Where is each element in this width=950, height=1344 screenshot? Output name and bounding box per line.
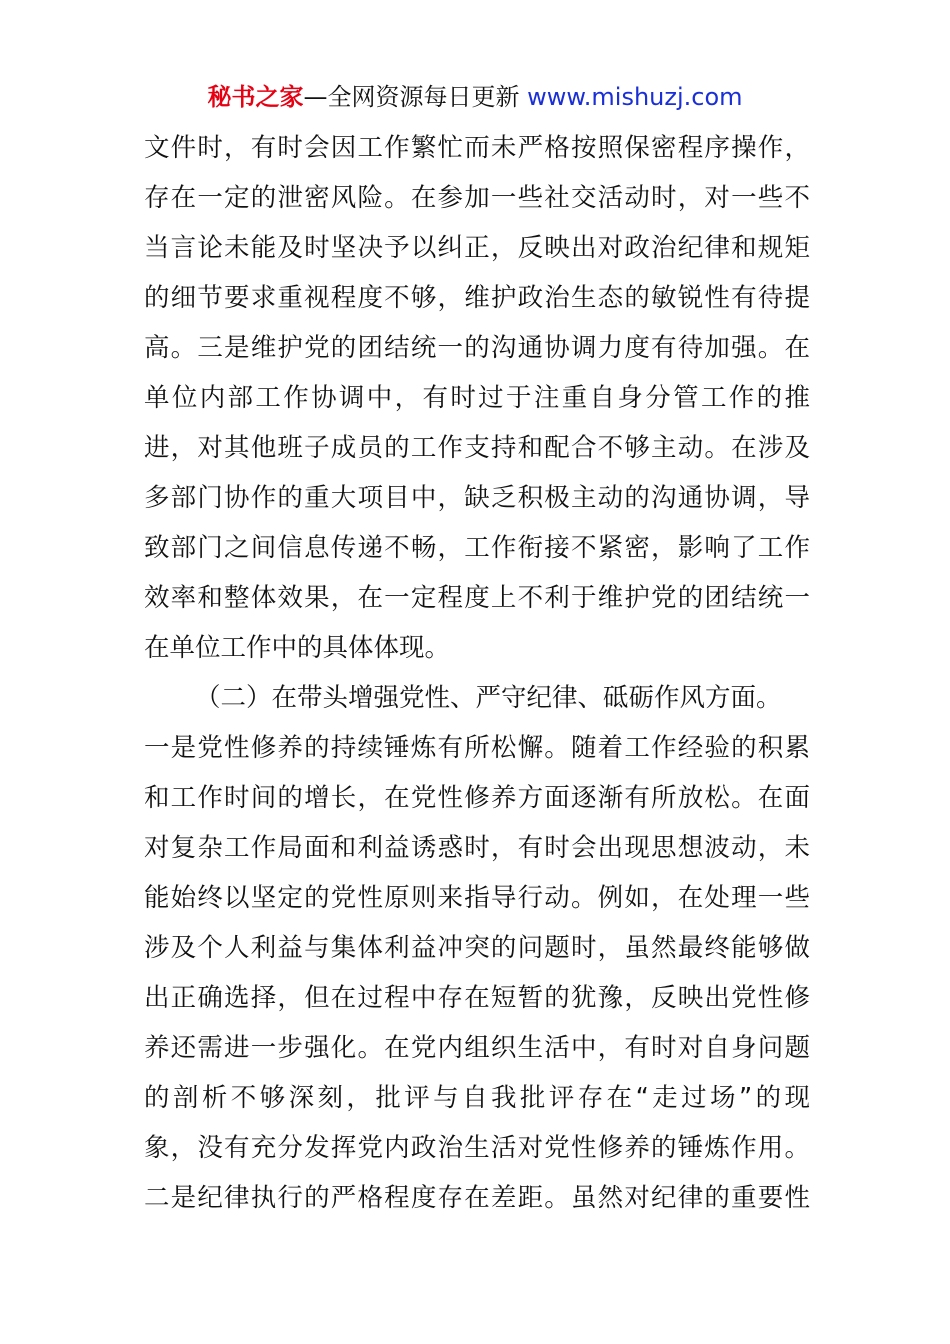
text-line: 出正确选择，但在过程中存在短暂的犹豫，反映出党性修 <box>144 983 810 1013</box>
header-tagline: —全网资源每日更新 <box>303 83 528 111</box>
text-line: 象，没有充分发挥党内政治生活对党性修养的锤炼作用。 <box>144 1133 810 1163</box>
text-line: 能始终以坚定的党性原则来指导行动。例如，在处理一些 <box>144 883 810 913</box>
text-line: 存在一定的泄密风险。在参加一些社交活动时，对一些不 <box>144 183 810 213</box>
text-line: 和工作时间的增长，在党性修养方面逐渐有所放松。在面 <box>144 783 810 813</box>
text-line: 致部门之间信息传递不畅，工作衔接不紧密，影响了工作 <box>144 533 810 563</box>
text-line: 二是纪律执行的严格程度存在差距。虽然对纪律的重要性 <box>144 1183 810 1213</box>
site-header <box>0 80 950 114</box>
section-heading: （二）在带头增强党性、严守纪律、砥砺作风方面。 <box>195 683 782 713</box>
text-line: 对复杂工作局面和利益诱惑时，有时会出现思想波动，未 <box>144 833 810 863</box>
text-line: 涉及个人利益与集体利益冲突的问题时，虽然最终能够做 <box>144 933 810 963</box>
text-line: 一是党性修养的持续锤炼有所松懈。随着工作经验的积累 <box>144 733 810 763</box>
text-line: 当言论未能及时坚决予以纠正，反映出对政治纪律和规矩 <box>144 233 810 263</box>
site-url[interactable]: www.mishuzj.com <box>527 83 743 111</box>
text-line: 进，对其他班子成员的工作支持和配合不够主动。在涉及 <box>144 433 810 463</box>
text-line: 养还需进一步强化。在党内组织生活中，有时对自身问题 <box>144 1033 810 1063</box>
brand-name: 秘书之家 <box>207 83 304 111</box>
text-line: 效率和整体效果，在一定程度上不利于维护党的团结统一 <box>144 583 810 613</box>
text-line: 的细节要求重视程度不够，维护政治生态的敏锐性有待提 <box>144 283 810 313</box>
text-line: 文件时，有时会因工作繁忙而未严格按照保密程序操作， <box>144 133 810 163</box>
text-line: 单位内部工作协调中，有时过于注重自身分管工作的推 <box>144 383 810 413</box>
text-line: 多部门协作的重大项目中，缺乏积极主动的沟通协调，导 <box>144 483 810 513</box>
document-body <box>144 123 810 1223</box>
text-line: 在单位工作中的具体体现。 <box>144 633 451 663</box>
text-line: 的剖析不够深刻，批评与自我批评存在“走过场”的现 <box>144 1083 810 1113</box>
text-line: 高。三是维护党的团结统一的沟通协调力度有待加强。在 <box>144 333 810 363</box>
